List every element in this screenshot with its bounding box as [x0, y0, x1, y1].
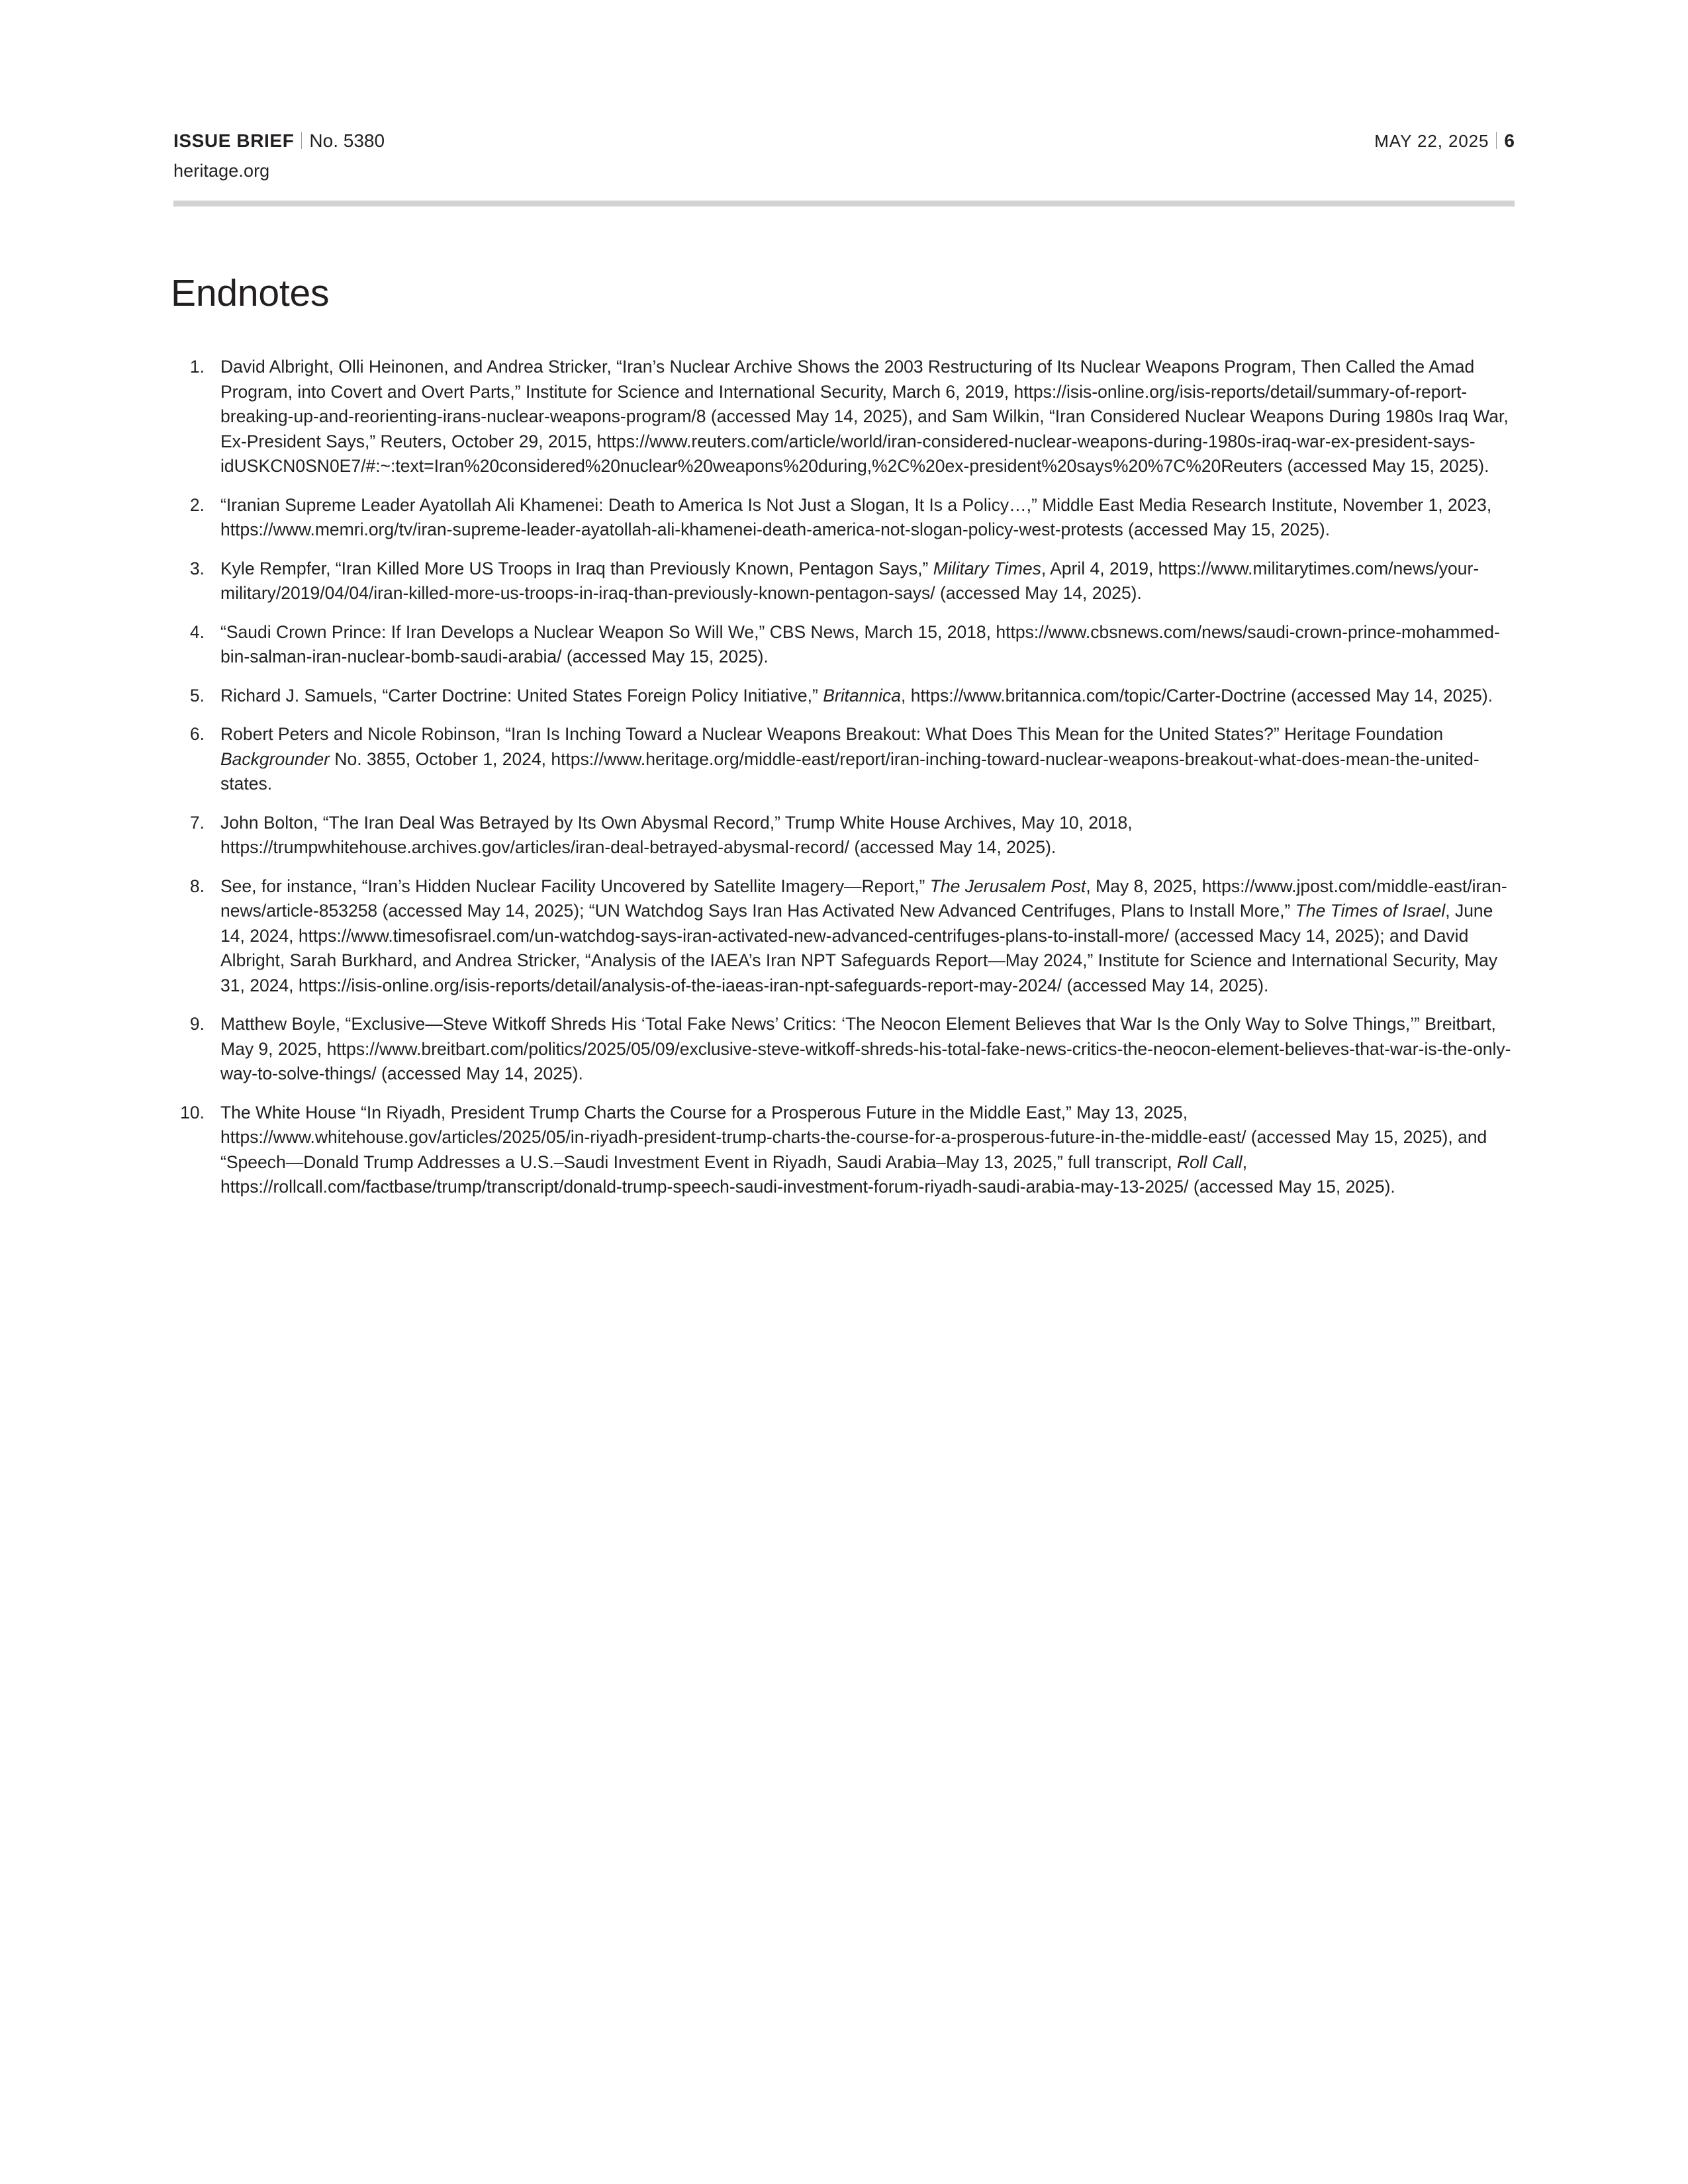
endnote-item — [173, 684, 1517, 709]
endnote-text: John Bolton, “The Iran Deal Was Betrayed by Its Own Abysmal Record,” Trump White House Archives, May 10, 2018, https://trumpwhitehouse.archives.gov/articles/iran-deal-betrayed-abysmal-record/ (accessed May 14, 2025). — [220, 812, 1133, 857]
endnote-item — [173, 1101, 1517, 1200]
endnote-source-title: Military Times — [933, 558, 1041, 578]
site-url: heritage.org — [173, 161, 270, 181]
endnote-item — [173, 493, 1517, 543]
endnote-number: 5. — [189, 685, 205, 705]
endnote-number: 10. — [180, 1102, 205, 1122]
endnote-number: 7. — [189, 812, 205, 833]
page-title: Endnotes — [171, 272, 330, 314]
endnote-item — [173, 620, 1517, 670]
endnote-item — [173, 811, 1517, 860]
endnote-text: Robert Peters and Nicole Robinson, “Iran Is Inching Toward a Nuclear Weapons Breakout: What Does This Mean for the United States?” Heritage Foundation Backgrounder No. 3855, October 1, 2024, https://www.heritage.org/middle-east/report/iran-inching-toward-nuclear-weapons-breakout-what-does-mean-the-united-states. — [220, 724, 1479, 794]
endnote-text: See, for instance, “Iran’s Hidden Nuclear Facility Uncovered by Satellite Imagery—Report,” The Jerusalem Post, May 8, 2025, https://www.jpost.com/middle-east/iran-news/article-853258 (accessed May 14, 2025); “UN Watchdog Says Iran Has Activated New Advanced Centrifuges, Plans to Install More,” The Times of Israel, June 14, 2024, https://www.timesofisrael.com/un-watchdog-says-iran-activated-new-advanced-centrifuges-plans-to-install-more/ (accessed Macy 14, 2025); and David Albright, Sarah Burkhard, and Andrea Stricker, “Analysis of the IAEA’s Iran NPT Safeguards Report—May 2024,” Institute for Science and International Security, May 31, 2024, https://isis-online.org/isis-reports/detail/analysis-of-the-iaeas-iran-npt-safeguards-report-may-2024/ (accessed May 14, 2025). — [220, 876, 1507, 995]
endnote-text: Richard J. Samuels, “Carter Doctrine: United States Foreign Policy Initiative,” Britannica, https://www.britannica.com/topic/Carter-Doctrine (accessed May 14, 2025). — [220, 685, 1493, 705]
endnote-item — [173, 874, 1517, 999]
endnote-item — [173, 722, 1517, 797]
endnote-item — [173, 557, 1517, 606]
running-header — [173, 130, 1515, 181]
header-divider-icon-2 — [1496, 132, 1497, 149]
publication-date: MAY 22, 2025 — [1374, 131, 1489, 151]
endnote-item — [173, 1012, 1517, 1087]
endnote-text: Kyle Rempfer, “Iran Killed More US Troops in Iraq than Previously Known, Pentagon Says,” Military Times, April 4, 2019, https://www.militarytimes.com/news/your-military/2019/04/04/iran-killed-more-us-troops-in-iraq-than-previously-known-pentagon-says/ (accessed May 14, 2025). — [220, 558, 1479, 603]
endnote-item — [173, 355, 1517, 479]
page-number: 6 — [1504, 130, 1515, 151]
publication-label: ISSUE BRIEF — [173, 130, 295, 151]
endnote-source-title: The Times of Israel — [1295, 901, 1446, 921]
running-header-row — [173, 130, 1515, 152]
endnote-number: 2. — [189, 494, 205, 515]
endnote-number: 9. — [189, 1014, 205, 1034]
endnote-number: 3. — [189, 558, 205, 578]
endnote-number: 1. — [189, 357, 205, 377]
header-divider-icon — [301, 132, 302, 149]
endnote-number: 8. — [189, 876, 205, 896]
endnote-source-title: The Jerusalem Post — [929, 876, 1086, 896]
header-rule — [173, 201, 1515, 206]
endnote-text: “Iranian Supreme Leader Ayatollah Ali Khamenei: Death to America Is Not Just a Slogan, It Is a Policy…,” Middle East Media Research Institute, November 1, 2023, https://www.memri.org/tv/iran-supreme-leader-ayatollah-ali-khamenei-death-america-not-slogan-policy-west-protests (accessed May 15, 2025). — [220, 494, 1492, 539]
endnote-source-title: Backgrounder — [220, 749, 330, 769]
endnotes-list — [173, 355, 1517, 1214]
running-header-right — [1374, 130, 1515, 152]
issue-number: No. 5380 — [309, 130, 385, 151]
endnote-text: The White House “In Riyadh, President Trump Charts the Course for a Prosperous Future in the Middle East,” May 13, 2025, https://www.whitehouse.gov/articles/2025/05/in-riyadh-president-trump-charts-the-course-for-a-prosperous-future-in-the-middle-east/ (accessed May 15, 2025), and “Speech—Donald Trump Addresses a U.S.–Saudi Investment Event in Riyadh, Saudi Arabia–May 13, 2025,” full transcript, Roll Call, https://rollcall.com/factbase/trump/transcript/donald-trump-speech-saudi-investment-forum-riyadh-saudi-arabia-may-13-2025/ (accessed May 15, 2025). — [220, 1102, 1487, 1197]
endnote-text: Matthew Boyle, “Exclusive—Steve Witkoff Shreds His ‘Total Fake News’ Critics: ‘The Neocon Element Believes that War Is the Only Way to Solve Things,’” Breitbart, May 9, 2025, https://www.breitbart.com/politics/2025/05/09/exclusive-steve-witkoff-shreds-his-total-fake-news-critics-the-neocon-element-believes-that-war-is-the-only-way-to-solve-things/ (accessed May 14, 2025). — [220, 1014, 1511, 1083]
endnote-number: 4. — [189, 621, 205, 642]
endnote-source-title: Roll Call — [1177, 1152, 1243, 1172]
endnote-text: “Saudi Crown Prince: If Iran Develops a Nuclear Weapon So Will We,” CBS News, March 15, 2018, https://www.cbsnews.com/news/saudi-crown-prince-mohammed-bin-salman-iran-nuclear-bomb-saudi-arabia/ (accessed May 15, 2025). — [220, 621, 1500, 666]
endnote-source-title: Britannica — [823, 685, 902, 705]
running-header-left — [173, 130, 385, 152]
endnote-number: 6. — [189, 724, 205, 744]
endnote-text: David Albright, Olli Heinonen, and Andrea Stricker, “Iran’s Nuclear Archive Shows the 2003 Restructuring of Its Nuclear Weapons Program, Then Called the Amad Program, into Covert and Overt Parts,” Institute for Science and International Security, March 6, 2019, https://isis-online.org/isis-reports/detail/summary-of-report-breaking-up-and-reorienting-irans-nuclear-weapons-program/8 (accessed May 14, 2025), and Sam Wilkin, “Iran Considered Nuclear Weapons During 1980s Iraq War, Ex-President Says,” Reuters, October 29, 2015, https://www.reuters.com/article/world/iran-considered-nuclear-weapons-during-1980s-iraq-war-ex-president-says-idUSKCN0SN0E7/#:~:text=Iran%20considered%20nuclear%20weapons%20during,%2C%20ex-president%20says%20%7C%20Reuters (accessed May 15, 2025). — [220, 357, 1509, 476]
